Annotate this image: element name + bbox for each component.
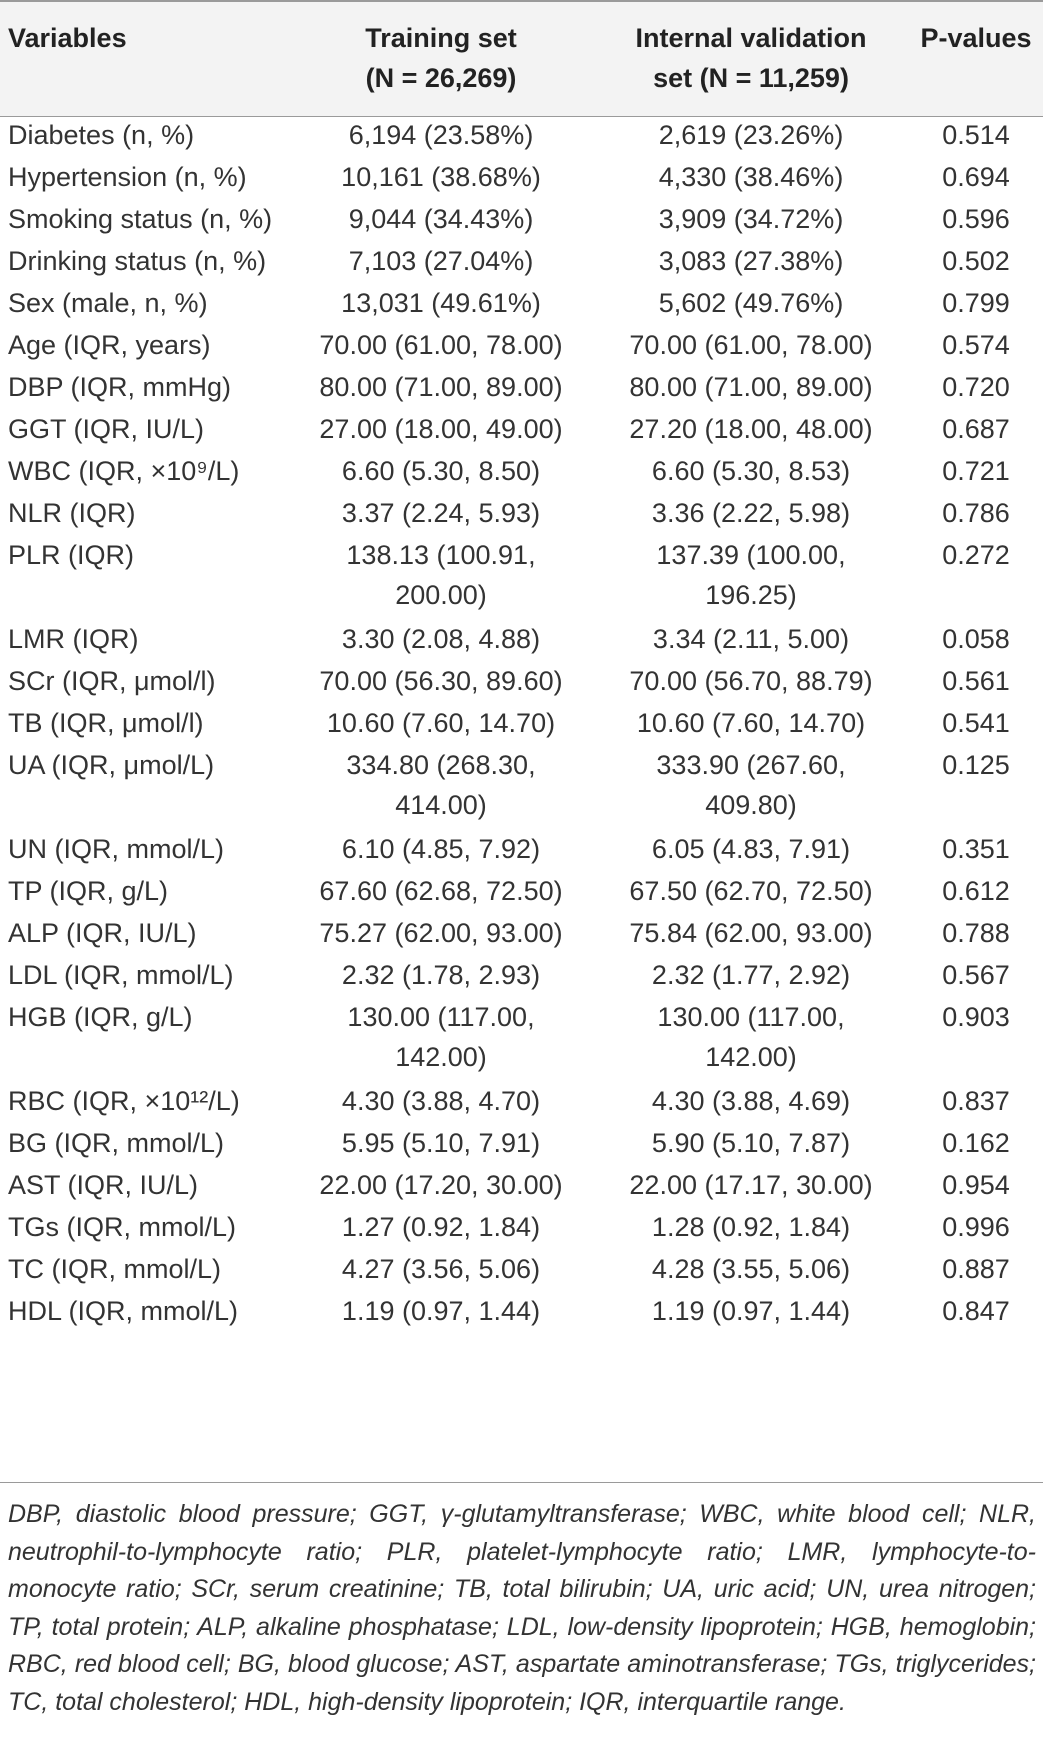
cell-p-value: 0.720 [942,372,1010,402]
cell-variable: UA (IQR, μmol/L) [8,750,215,780]
cell-variable: BG (IQR, mmol/L) [8,1128,225,1158]
cell-p-value: 0.272 [942,540,1010,570]
table-row [0,451,1043,493]
cell-variable: Hypertension (n, %) [8,162,247,192]
cell-training-set: 4.30 (3.88, 4.70) [341,1086,541,1116]
cell-variable: TB (IQR, μmol/l) [8,708,204,738]
cell-variable: TP (IQR, g/L) [8,876,169,906]
cell-variable: ALP (IQR, IU/L) [8,918,197,948]
table-row [0,1081,1043,1123]
header-variables: Variables [8,23,127,53]
table-row [0,115,1043,157]
cell-training-set: 1.19 (0.97, 1.44) [341,1296,541,1326]
cell-p-value: 0.687 [942,414,1010,444]
table-row [0,493,1043,535]
cell-validation-set: 6.05 (4.83, 7.91) [651,834,851,864]
cell-training-set: 13,031 (49.61%) [341,288,541,318]
cell-validation-set: 2.32 (1.77, 2.92) [651,960,851,990]
header-validation-line1: Internal validation [635,23,867,53]
cell-training-set: 4.27 (3.56, 5.06) [341,1254,541,1284]
cell-validation-set: 6.60 (5.30, 8.53) [651,456,851,486]
table-row [0,661,1043,703]
cell-training-set: 75.27 (62.00, 93.00) [319,918,563,948]
cell-p-value: 0.847 [942,1296,1010,1326]
cell-training-set: 130.00 (117.00, 142.00) [347,1002,535,1072]
cell-variable: NLR (IQR) [8,498,136,528]
cell-validation-set: 70.00 (56.70, 88.79) [629,666,873,696]
cell-p-value: 0.887 [942,1254,1010,1284]
cell-validation-set: 3,083 (27.38%) [658,246,844,276]
cell-p-value: 0.788 [942,918,1010,948]
cell-training-set: 7,103 (27.04%) [348,246,534,276]
cell-training-set: 10,161 (38.68%) [341,162,541,192]
table-row [0,997,1043,1077]
cell-variable: AST (IQR, IU/L) [8,1170,199,1200]
bottom-rule [0,1482,1043,1483]
table-row [0,871,1043,913]
header-training-line2: (N = 26,269) [365,63,517,93]
cell-validation-set: 3.34 (2.11, 5.00) [652,624,850,654]
table-row [0,745,1043,825]
cell-p-value: 0.721 [942,456,1010,486]
cell-training-set: 70.00 (56.30, 89.60) [319,666,563,696]
cell-variable: LMR (IQR) [8,624,139,654]
table-row [0,703,1043,745]
cell-validation-set: 2,619 (23.26%) [658,120,844,150]
table-row [0,1165,1043,1207]
cell-training-set: 3.30 (2.08, 4.88) [341,624,541,654]
cell-training-set: 9,044 (34.43%) [348,204,534,234]
cell-validation-set: 80.00 (71.00, 89.00) [629,372,873,402]
cell-p-value: 0.799 [942,288,1010,318]
cell-validation-set: 10.60 (7.60, 14.70) [636,708,866,738]
cell-p-value: 0.162 [942,1128,1010,1158]
cell-validation-set: 70.00 (61.00, 78.00) [629,330,873,360]
cell-validation-set: 130.00 (117.00, 142.00) [657,1002,845,1072]
table-footnote: DBP, diastolic blood pressure; GGT, γ-glutamyltransferase; WBC, white blood cell; NLR, neutrophil-to-lymphocyte ratio; PLR, platelet-lymphocyte ratio; LMR, lymphocyte-to-monocyte ratio; SCr, serum creatinine; TB, total bilirubin; UA, uric acid; UN, urea nitrogen; TP, total protein; ALP, alkaline phosphatase; LDL, low-density lipoprotein; HGB, hemoglobin; RBC, red blood cell; BG, blood glucose; AST, aspartate aminotransferase; TGs, triglycerides; TC, total cholesterol; HDL, high-density lipoprotein; IQR, interquartile range. [8,1500,1036,1716]
cell-validation-set: 1.28 (0.92, 1.84) [651,1212,851,1242]
table-row [0,1123,1043,1165]
cell-variable: SCr (IQR, μmol/l) [8,666,216,696]
cell-variable: HDL (IQR, mmol/L) [8,1296,239,1326]
cell-validation-set: 333.90 (267.60, 409.80) [656,750,846,820]
table-row [0,619,1043,661]
header-training-line1: Training set [365,23,517,53]
cell-validation-set: 75.84 (62.00, 93.00) [629,918,873,948]
table-row [0,367,1043,409]
cell-p-value: 0.837 [942,1086,1010,1116]
cell-variable: Diabetes (n, %) [8,120,195,150]
cell-variable: TC (IQR, mmol/L) [8,1254,221,1284]
table-row [0,157,1043,199]
cell-p-value: 0.561 [942,666,1010,696]
cell-variable: UN (IQR, mmol/L) [8,834,224,864]
top-rule [0,0,1043,2]
cell-training-set: 6.10 (4.85, 7.92) [341,834,541,864]
cell-p-value: 0.596 [942,204,1010,234]
table-row [0,283,1043,325]
cell-training-set: 22.00 (17.20, 30.00) [319,1170,563,1200]
cell-training-set: 27.00 (18.00, 49.00) [319,414,563,444]
cell-validation-set: 22.00 (17.17, 30.00) [629,1170,873,1200]
table-row [0,1291,1043,1333]
cell-p-value: 0.996 [942,1212,1010,1242]
cell-variable: PLR (IQR) [8,540,135,570]
cell-variable: Age (IQR, years) [8,330,211,360]
cell-p-value: 0.514 [942,120,1010,150]
table-row [0,241,1043,283]
table-row [0,1207,1043,1249]
header-validation-set [620,18,882,98]
table-row [0,829,1043,871]
cell-validation-set: 27.20 (18.00, 48.00) [629,414,873,444]
cell-variable: DBP (IQR, mmHg) [8,372,232,402]
cell-variable: Sex (male, n, %) [8,288,208,318]
cell-p-value: 0.502 [942,246,1010,276]
cell-training-set: 67.60 (62.68, 72.50) [319,876,563,906]
cell-validation-set: 3.36 (2.22, 5.98) [651,498,851,528]
cell-training-set: 80.00 (71.00, 89.00) [319,372,563,402]
cell-training-set: 3.37 (2.24, 5.93) [341,498,541,528]
cell-validation-set: 3,909 (34.72%) [658,204,844,234]
table-row [0,955,1043,997]
cell-training-set: 334.80 (268.30, 414.00) [346,750,536,820]
cell-p-value: 0.574 [942,330,1010,360]
cell-p-value: 0.612 [942,876,1010,906]
cell-validation-set: 1.19 (0.97, 1.44) [651,1296,851,1326]
cell-p-value: 0.903 [942,1002,1010,1032]
cell-p-value: 0.058 [942,624,1010,654]
cell-variable: HGB (IQR, g/L) [8,1002,193,1032]
cell-p-value: 0.786 [942,498,1010,528]
table-row [0,535,1043,615]
cell-p-value: 0.541 [942,708,1010,738]
cell-validation-set: 5.90 (5.10, 7.87) [651,1128,851,1158]
cell-variable: GGT (IQR, IU/L) [8,414,205,444]
table-row [0,325,1043,367]
cell-p-value: 0.125 [942,750,1010,780]
cell-training-set: 6,194 (23.58%) [348,120,534,150]
cell-training-set: 70.00 (61.00, 78.00) [319,330,563,360]
cell-variable: Smoking status (n, %) [8,204,273,234]
cell-training-set: 10.60 (7.60, 14.70) [326,708,556,738]
cell-training-set: 138.13 (100.91, 200.00) [346,540,536,610]
table-row [0,199,1043,241]
cell-validation-set: 4.30 (3.88, 4.69) [651,1086,851,1116]
cell-training-set: 5.95 (5.10, 7.91) [341,1128,541,1158]
table-row [0,409,1043,451]
cell-variable: Drinking status (n, %) [8,246,267,276]
cell-training-set: 2.32 (1.78, 2.93) [341,960,541,990]
cell-validation-set: 4,330 (38.46%) [658,162,844,192]
cell-p-value: 0.954 [942,1170,1010,1200]
cell-p-value: 0.567 [942,960,1010,990]
cell-validation-set: 5,602 (49.76%) [658,288,844,318]
cell-validation-set: 137.39 (100.00, 196.25) [656,540,846,610]
header-validation-line2: set (N = 11,259) [653,63,849,93]
header-training-set [310,18,572,98]
cell-training-set: 6.60 (5.30, 8.50) [341,456,541,486]
table-row [0,913,1043,955]
cell-validation-set: 4.28 (3.55, 5.06) [651,1254,851,1284]
header-p-values: P-values [920,23,1032,53]
cell-p-value: 0.351 [942,834,1010,864]
cell-variable: WBC (IQR, ×10⁹/L) [8,456,240,486]
cell-variable: RBC (IQR, ×10¹²/L) [8,1086,240,1116]
cell-variable: LDL (IQR, mmol/L) [8,960,234,990]
cell-training-set: 1.27 (0.92, 1.84) [341,1212,541,1242]
cell-validation-set: 67.50 (62.70, 72.50) [629,876,873,906]
cell-variable: TGs (IQR, mmol/L) [8,1212,236,1242]
table-row [0,1249,1043,1291]
cell-p-value: 0.694 [942,162,1010,192]
